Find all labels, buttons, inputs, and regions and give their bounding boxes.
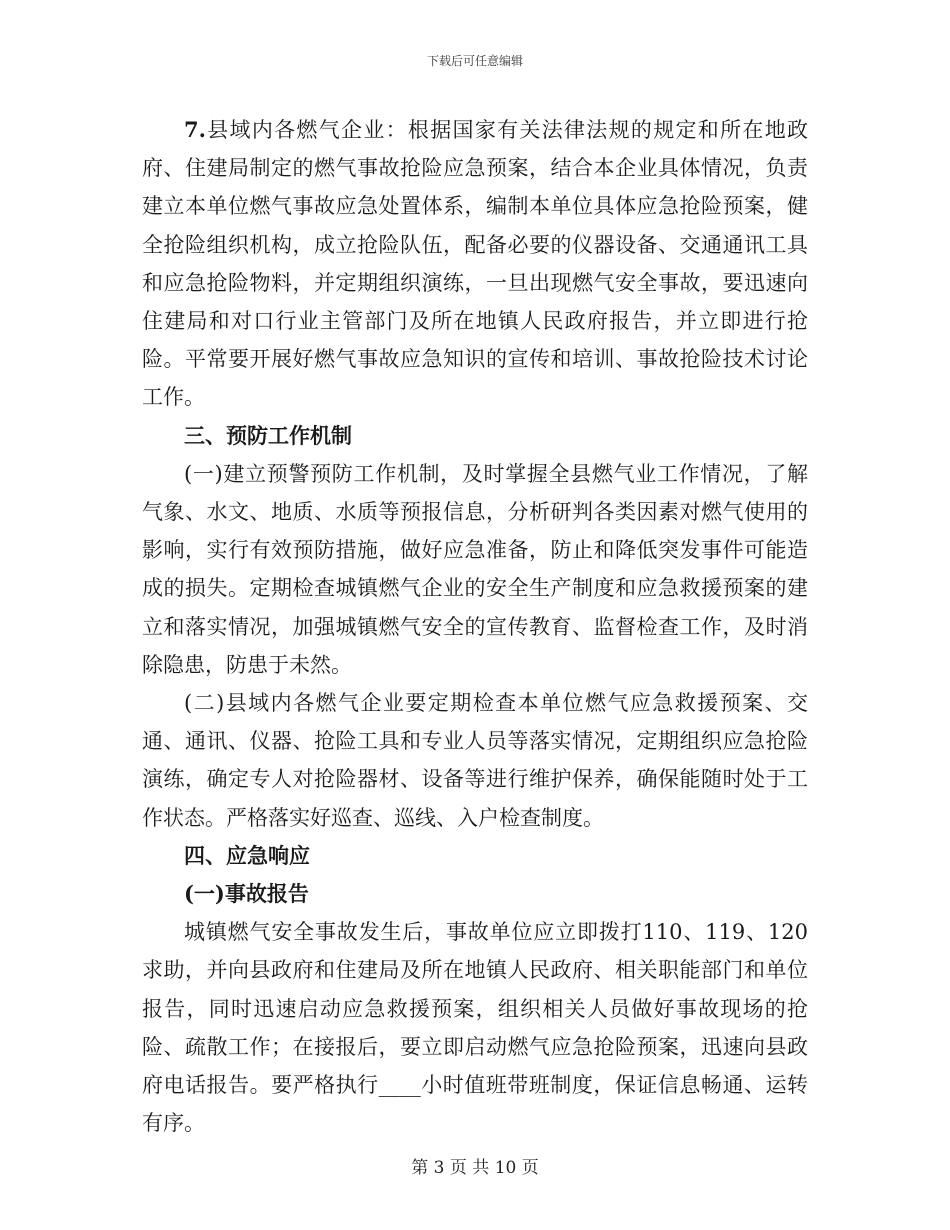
page-number: 第 3 页 共 10 页 xyxy=(411,1158,539,1178)
paragraph-enterprise-inspection: (二)县域内各燃气企业要定期检查本单位燃气应急救援预案、交通、通讯、仪器、抢险工具和专业人员等落实情况，定期组织应急抢险演练，确定专人对抢险器材、设备等进行维护保养，确保能随时处于工作状态。严格落实好巡查、巡线、入户检查制度。 xyxy=(142,691,808,830)
paragraph-text: 县域内各燃气企业：根据国家有关法律法规的规定和所在地政府、住建局制定的燃气事故抢险应急预案，结合本企业具体情况，负责建立本单位燃气事故应急处置体系，编制本单位具体应急抢险预案，健全抢险组织机构，成立抢险队伍，配备必要的仪器设备、交通通讯工具和应急抢险物料，并定期组织演练，一旦出现燃气安全事故，要迅速向住建局和对口行业主管部门及所在地镇人民政府报告，并立即进行抢险。平常要开展好燃气事故应急知识的宣传和培训、事故抢险技术讨论工作。 xyxy=(142,118,808,410)
paragraph-accident-report: 城镇燃气安全事故发生后，事故单位应立即拨打110、119、120求助，并向县政府和住建局及所在地镇人民政府、相关职能部门和单位报告，同时迅速启动应急救援预案，组织相关人员做好事故现场的抢险、疏散工作；在接报后，要立即启动燃气应急抢险预案，迅速向县政府电话报告。要严格执行____小时值班带班制度，保证信息畅通、运转有序。 xyxy=(142,920,808,1136)
paragraph-gas-enterprises xyxy=(142,111,808,417)
page-header-note: 下载后可任意编辑 xyxy=(426,54,523,68)
subsection-heading-accident-report: (一)事故报告 xyxy=(184,881,309,907)
document-body xyxy=(142,111,808,1142)
paragraph-early-warning: (一)建立预警预防工作机制，及时掌握全县燃气业工作情况，了解气象、水文、地质、水质等预报信息，分析研判各类因素对燃气使用的影响，实行有效预防措施，做好应急准备，防止和降低突发事件可能造成的损失。定期检查城镇燃气企业的安全生产制度和应急救援预案的建立和落实情况，加强城镇燃气安全的宣传教育、监督检查工作，及时消除隐患，防患于未然。 xyxy=(142,461,808,677)
section-heading-prevention: 三、预防工作机制 xyxy=(184,422,352,448)
item-number: 7. xyxy=(184,117,206,142)
section-heading-emergency-response: 四、应急响应 xyxy=(184,842,310,868)
